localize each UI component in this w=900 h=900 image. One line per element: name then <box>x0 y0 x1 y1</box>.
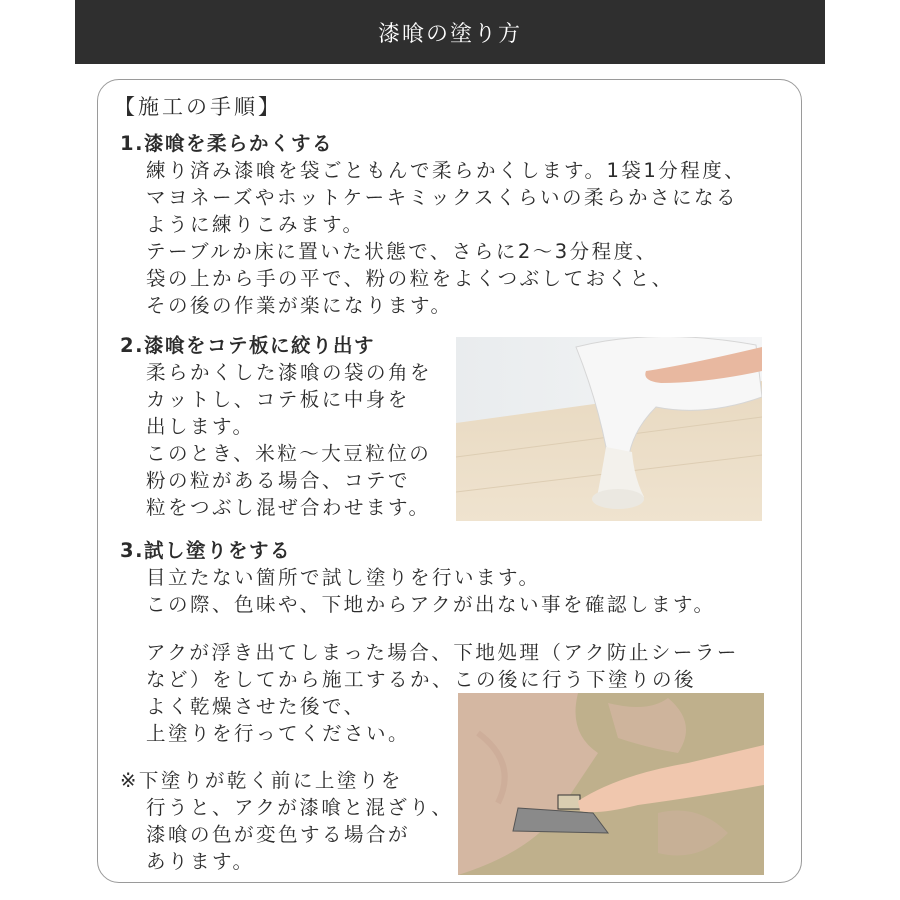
step3-line: など）をしてから施工するか、この後に行う下塗りの後 <box>146 668 697 691</box>
step1-line: ように練りこみます。 <box>146 213 365 236</box>
step1-heading: 1.漆喰を柔らかくする <box>120 132 333 155</box>
page-title: 漆喰の塗り方 <box>377 21 522 47</box>
step2-line: 粉の粒がある場合、コテで <box>146 469 411 492</box>
step2-line: 粒をつぶし混ぜ合わせます。 <box>146 496 431 519</box>
step3-line: よく乾燥させた後で、 <box>146 695 366 718</box>
note-line: ※下塗りが乾く前に上塗りを <box>120 769 403 792</box>
step3-line: アクが浮き出てしまった場合、下地処理（アク防止シーラー <box>146 641 739 664</box>
note-line: 行うと、アクが漆喰と混ざり、 <box>146 796 454 819</box>
step1-line: テーブルか床に置いた状態で、さらに2〜3分程度、 <box>146 240 658 263</box>
step3-line: 目立たない箇所で試し塗りを行います。 <box>146 566 541 589</box>
step2-line: 出します。 <box>146 415 255 438</box>
note-line: あります。 <box>146 850 255 873</box>
step3-line: 上塗りを行ってください。 <box>146 722 411 745</box>
step1-line: マヨネーズやホットケーキミックスくらいの柔らかさになる <box>146 186 739 209</box>
step3-line: この際、色味や、下地からアクが出ない事を確認します。 <box>146 593 716 616</box>
step3-heading: 3.試し塗りをする <box>120 539 291 562</box>
step2-line: カットし、コテ板に中身を <box>146 388 410 411</box>
section-title: 【施工の手順】 <box>114 95 282 119</box>
step1-line: 練り済み漆喰を袋ごともんで柔らかくします。1袋1分程度、 <box>146 159 747 182</box>
step2-heading: 2.漆喰をコテ板に絞り出す <box>120 334 375 357</box>
step1-line: その後の作業が楽になります。 <box>146 294 453 317</box>
page-header <box>75 0 825 64</box>
plaster-bag-photo <box>456 337 762 521</box>
step2-line: 柔らかくした漆喰の袋の角を <box>146 361 433 384</box>
step1-line: 袋の上から手の平で、粉の粒をよくつぶしておくと、 <box>146 267 674 290</box>
trowel-wall-photo <box>458 693 764 875</box>
note-line: 漆喰の色が変色する場合が <box>146 823 411 846</box>
step2-line: このとき、米粒〜大豆粒位の <box>146 442 432 465</box>
